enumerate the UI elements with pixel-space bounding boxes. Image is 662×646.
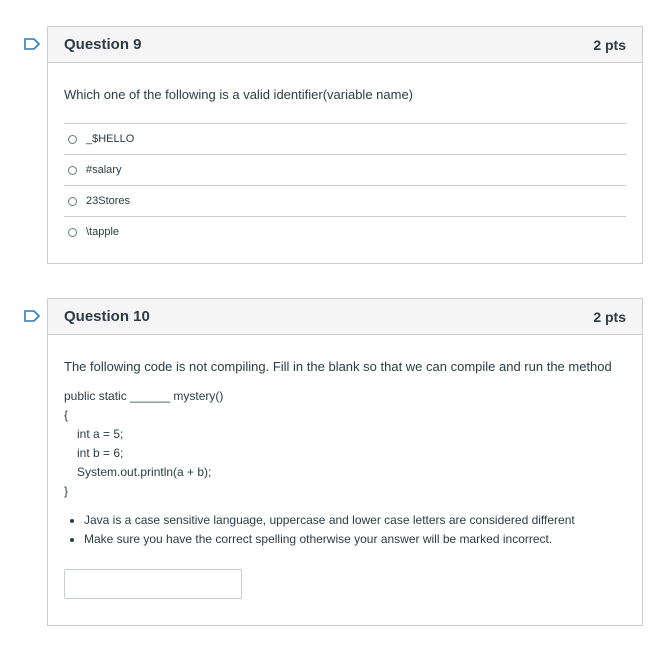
flag-question-icon[interactable] bbox=[24, 310, 40, 322]
code-line: int a = 5; bbox=[77, 427, 124, 441]
question-title: Question 10 bbox=[64, 308, 150, 325]
radio-button[interactable] bbox=[68, 228, 77, 237]
answer-label: _$HELLO bbox=[86, 133, 135, 145]
question-points: 2 pts bbox=[593, 36, 626, 53]
answer-option[interactable] bbox=[64, 123, 626, 154]
answer-list bbox=[64, 123, 626, 247]
bullet-icon bbox=[70, 519, 74, 523]
question-title: Question 9 bbox=[64, 36, 142, 53]
question-9-card bbox=[47, 26, 643, 264]
question-header bbox=[48, 299, 642, 335]
answer-option[interactable] bbox=[64, 216, 626, 247]
code-line: System.out.println(a + b); bbox=[77, 465, 212, 479]
radio-button[interactable] bbox=[68, 135, 77, 144]
question-text: The following code is not compiling. Fill in the blank so that we can compile and run the method bbox=[64, 359, 612, 374]
list-item: Java is a case sensitive language, uppercase and lower case letters are considered different bbox=[68, 511, 575, 530]
answer-label: \tapple bbox=[86, 226, 120, 238]
question-points: 2 pts bbox=[593, 308, 626, 325]
bullet-icon bbox=[70, 538, 74, 542]
code-line: { bbox=[64, 408, 69, 422]
code-line: public static ______ mystery() bbox=[64, 389, 224, 403]
answer-option[interactable] bbox=[64, 185, 626, 216]
answer-input[interactable] bbox=[64, 569, 242, 599]
question-text: Which one of the following is a valid identifier(variable name) bbox=[64, 87, 414, 102]
code-line: int b = 6; bbox=[77, 446, 124, 460]
list-item: Make sure you have the correct spelling otherwise your answer will be marked incorrect. bbox=[68, 530, 575, 549]
answer-label: 23Stores bbox=[86, 195, 131, 207]
flag-question-icon[interactable] bbox=[24, 38, 40, 50]
answer-option[interactable] bbox=[64, 154, 626, 185]
radio-button[interactable] bbox=[68, 166, 77, 175]
radio-button[interactable] bbox=[68, 197, 77, 206]
code-line: } bbox=[64, 484, 69, 498]
instruction-list bbox=[68, 511, 575, 549]
answer-label: #salary bbox=[86, 164, 122, 176]
question-header bbox=[48, 27, 642, 63]
question-10-card bbox=[47, 298, 643, 626]
